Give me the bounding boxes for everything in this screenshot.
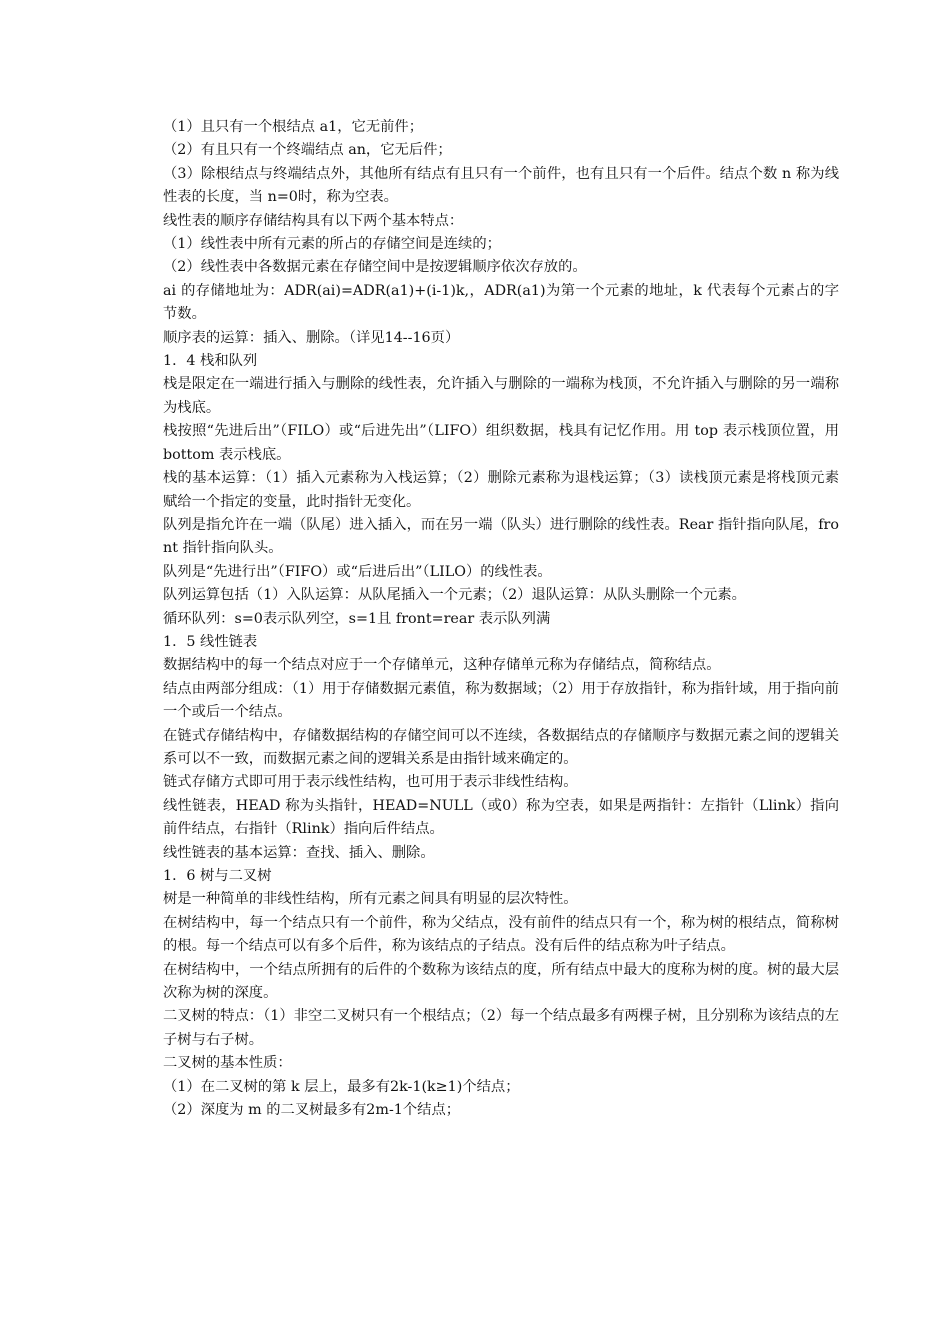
paragraph: （1）且只有一个根结点 a1，它无前件； (163, 119, 424, 135)
paragraph: （1）线性表中所有元素的所占的存储空间是连续的； (163, 236, 501, 253)
paragraph: ai 的存储地址为：ADR(ai)=ADR(a1)+(i-1)k,，ADR(a1)为第一个元素的地址，k 代表每个元素占的字节数。 (163, 282, 839, 323)
paragraph: 数据结构中的每一个结点对应于一个存储单元，这种存储单元称为存储结点，简称结点。 (163, 657, 721, 674)
paragraph: 二叉树的基本性质： (163, 1055, 292, 1072)
paragraph: 在树结构中，一个结点所拥有的后件的个数称为该结点的度，所有结点中最大的度称为树的度。树的最大层次称为树的深度。 (163, 961, 839, 1002)
section-heading: 1．5 线性链表 (163, 633, 258, 650)
document-page (163, 116, 839, 1122)
paragraph: 二叉树的特点：（1）非空二叉树只有一个根结点；（2）每一个结点最多有两棵子树，且分别称为该结点的左子树与右子树。 (163, 1008, 839, 1048)
paragraph: 队列是指允许在一端（队尾）进入插入，而在另一端（队头）进行删除的线性表。Rear 指针指向队尾，front 指针指向队头。 (163, 516, 839, 557)
paragraph: 顺序表的运算：插入、删除。（详见14--16页） (163, 329, 460, 346)
paragraph: 栈按照“先进后出”（FILO）或“后进先出”（LIFO）组织数据，栈具有记忆作用。用 top 表示栈顶位置，用 bottom 表示栈底。 (163, 423, 839, 463)
paragraph: （3）除根结点与终端结点外，其他所有结点有且只有一个前件，也有且只有一个后件。结点个数 n 称为线性表的长度，当 n=0时，称为空表。 (163, 165, 839, 206)
paragraph: 栈是限定在一端进行插入与删除的线性表，允许插入与删除的一端称为栈顶，不允许插入与删除的另一端称为栈底。 (163, 376, 839, 416)
paragraph: （1）在二叉树的第 k 层上，最多有2k-1(k≥1)个结点； (163, 1078, 520, 1095)
paragraph: 栈的基本运算：（1）插入元素称为入栈运算；（2）删除元素称为退栈运算；（3）读栈顶元素是将栈顶元素赋给一个指定的变量，此时指针无变化。 (163, 470, 839, 510)
paragraph: 线性链表的基本运算：查找、插入、删除。 (163, 844, 435, 861)
section-heading: 1．4 栈和队列 (163, 353, 258, 370)
paragraph: （2）线性表中各数据元素在存储空间中是按逻辑顺序依次存放的。 (163, 259, 587, 276)
paragraph: 队列是“先进行出”（FIFO）或“后进后出”（LILO）的线性表。 (163, 563, 552, 580)
section-heading: 1．6 树与二叉树 (163, 868, 272, 884)
paragraph: 线性表的顺序存储结构具有以下两个基本特点： (163, 212, 464, 229)
paragraph: 循环队列：s=0表示队列空，s=1且 front=rear 表示队列满 (163, 610, 551, 627)
paragraph: （2）有且只有一个终端结点 an，它无后件； (163, 142, 452, 159)
paragraph: 链式存储方式即可用于表示线性结构，也可用于表示非线性结构。 (163, 774, 578, 791)
paragraph: 在树结构中，每一个结点只有一个前件，称为父结点，没有前件的结点只有一个，称为树的根结点，简称树的根。每一个结点可以有多个后件，称为该结点的子结点。没有后件的结点称为叶子结点。 (163, 914, 839, 955)
paragraph: 队列运算包括（1）入队运算：从队尾插入一个元素；（2）退队运算：从队头删除一个元素。 (163, 587, 746, 604)
paragraph: 树是一种简单的非线性结构，所有元素之间具有明显的层次特性。 (163, 891, 578, 908)
paragraph: （2）深度为 m 的二叉树最多有2m-1个结点； (163, 1102, 461, 1119)
paragraph: 在链式存储结构中，存储数据结构的存储空间可以不连续，各数据结点的存储顺序与数据元素之间的逻辑关系可以不一致，而数据元素之间的逻辑关系是由指针域来确定的。 (163, 727, 839, 767)
paragraph: 线性链表，HEAD 称为头指针，HEAD=NULL（或0）称为空表，如果是两指针：左指针（Llink）指向前件结点，右指针（Rlink）指向后件结点。 (163, 797, 839, 838)
paragraph: 结点由两部分组成：（1）用于存储数据元素值，称为数据域；（2）用于存放指针，称为指针域，用于指向前一个或后一个结点。 (163, 680, 839, 721)
